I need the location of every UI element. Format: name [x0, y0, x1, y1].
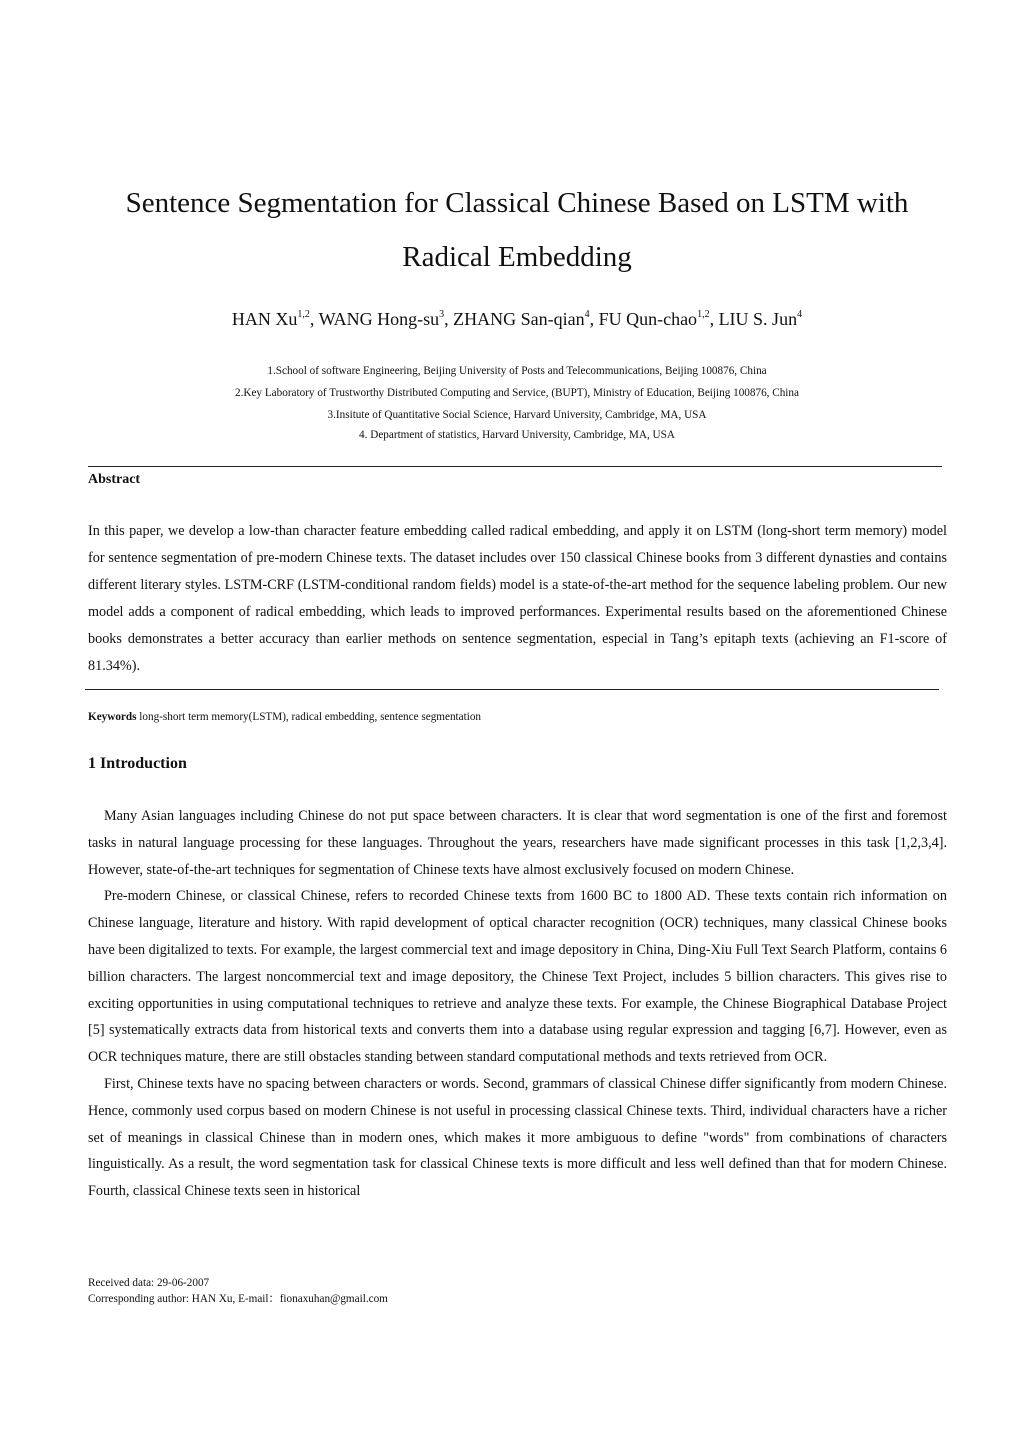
- keywords-text: long-short term memory(LSTM), radical embedding, sentence segmentation: [136, 711, 482, 723]
- affiliation-4: 4. Department of statistics, Harvard University, Cambridge, MA, USA: [359, 429, 675, 441]
- author-affil-marker: 4: [797, 309, 803, 320]
- author-name: HAN Xu: [231, 309, 298, 329]
- affiliation-1: 1.School of software Engineering, Beijing University of Posts and Telecommunications, Beijing 100876, China: [267, 365, 767, 377]
- title-line-2: Radical Embedding: [402, 241, 632, 273]
- abstract-text: In this paper, we develop a low-than character feature embedding called radical embedding, and apply it on LSTM (long-short term memory) model for sentence segmentation of pre-modern Chinese texts. The dataset includes over 150 classical Chinese books from 3 different dynasties and contains different literary styles. LSTM-CRF (LSTM-conditional random fields) model is a state-of-the-art method for the sequence labeling problem. Our new model adds a component of radical embedding, which leads to improved performances. Experimental results based on the aforementioned Chinese books demonstrates a better accuracy than earlier methods on sentence segmentation, especial in Tang’s epitaph texts (achieving an F1-score of 81.34%).: [88, 523, 947, 674]
- author-separator: ,: [309, 309, 319, 329]
- author-separator: ,: [709, 309, 719, 329]
- paragraph: First, Chinese texts have no spacing between characters or words. Second, grammars of classical Chinese differ significantly from modern Chinese. Hence, commonly used corpus based on modern Chinese is not useful in processing classical Chinese texts. Third, individual characters have a richer set of meanings in classical Chinese than in modern ones, which makes it more ambiguous to define "words" from combinations of characters linguistically. As a result, the word segmentation task for classical Chinese texts is more difficult and less well defined than that for modern Chinese. Fourth, classical Chinese texts seen in historical: [88, 1075, 947, 1200]
- author-name: FU Qun-chao: [598, 309, 698, 329]
- paragraph: Many Asian languages including Chinese do not put space between characters. It is clear that word segmentation is one of the first and foremost tasks in natural language processing for these languages. Throughout the years, researchers have made significant processes in this task [1,2,3,4]. However, state-of-the-art techniques for segmentation of Chinese texts have almost exclusively focused on modern Chinese.: [88, 808, 947, 878]
- keywords-label: Keywords: [88, 711, 137, 723]
- abstract-heading: Abstract: [88, 472, 141, 487]
- introduction-body: [88, 803, 947, 1205]
- affiliation-3: 3.Insitute of Quantitative Social Science, Harvard University, Cambridge, MA, USA: [327, 409, 707, 421]
- abstract-top-rule: [88, 466, 942, 467]
- author-separator: ,: [589, 309, 599, 329]
- author-affil-marker: 1,2: [697, 309, 710, 320]
- received-date: Received data: 29-06-2007: [88, 1277, 210, 1289]
- author-affil-marker: 4: [584, 309, 590, 320]
- corresponding-author: Corresponding author: HAN Xu, E-mail：fionaxuhan@gmail.com: [88, 1293, 388, 1305]
- title-line-1: Sentence Segmentation for Classical Chinese Based on LSTM with: [125, 187, 909, 219]
- keywords: [88, 711, 481, 723]
- affiliations: [60, 360, 974, 444]
- paragraph: Pre-modern Chinese, or classical Chinese, refers to recorded Chinese texts from 1600 BC to 1800 AD. These texts contain rich information on Chinese language, literature and history. With rapid development of optical character recognition (OCR) techniques, many classical Chinese books have been digitalized to texts. For example, the largest commercial text and image depository in China, Ding-Xiu Full Text Search Platform, contains 6 billion characters. The largest noncommercial text and image depository, the Chinese Text Project, includes 5 billion characters. This gives rise to exciting opportunities in using computational techniques to retrieve and analyze these texts. For example, the Chinese Biographical Database Project [5] systematically extracts data from historical texts and converts them into a database using regular expression and tagging [6,7]. However, even as OCR techniques mature, there are still obstacles standing between standard computational methods and texts retrieved from OCR.: [88, 888, 947, 1066]
- author-name: ZHANG San-qian: [453, 309, 585, 329]
- author-name: WANG Hong-su: [318, 309, 440, 329]
- author-name: LIU S. Jun: [718, 309, 798, 329]
- author-separator: ,: [444, 309, 454, 329]
- section-heading-introduction: 1 Introduction: [88, 755, 187, 772]
- author-affil-marker: 1,2: [297, 309, 310, 320]
- author-affil-marker: 3: [439, 309, 445, 320]
- abstract-bottom-rule: [85, 689, 939, 690]
- paper-title: [60, 176, 974, 284]
- footnote: [88, 1275, 388, 1307]
- affiliation-2: 2.Key Laboratory of Trustworthy Distributed Computing and Service, (BUPT), Ministry of Education, Beijing 100876, China: [235, 387, 799, 399]
- author-list: [60, 309, 974, 330]
